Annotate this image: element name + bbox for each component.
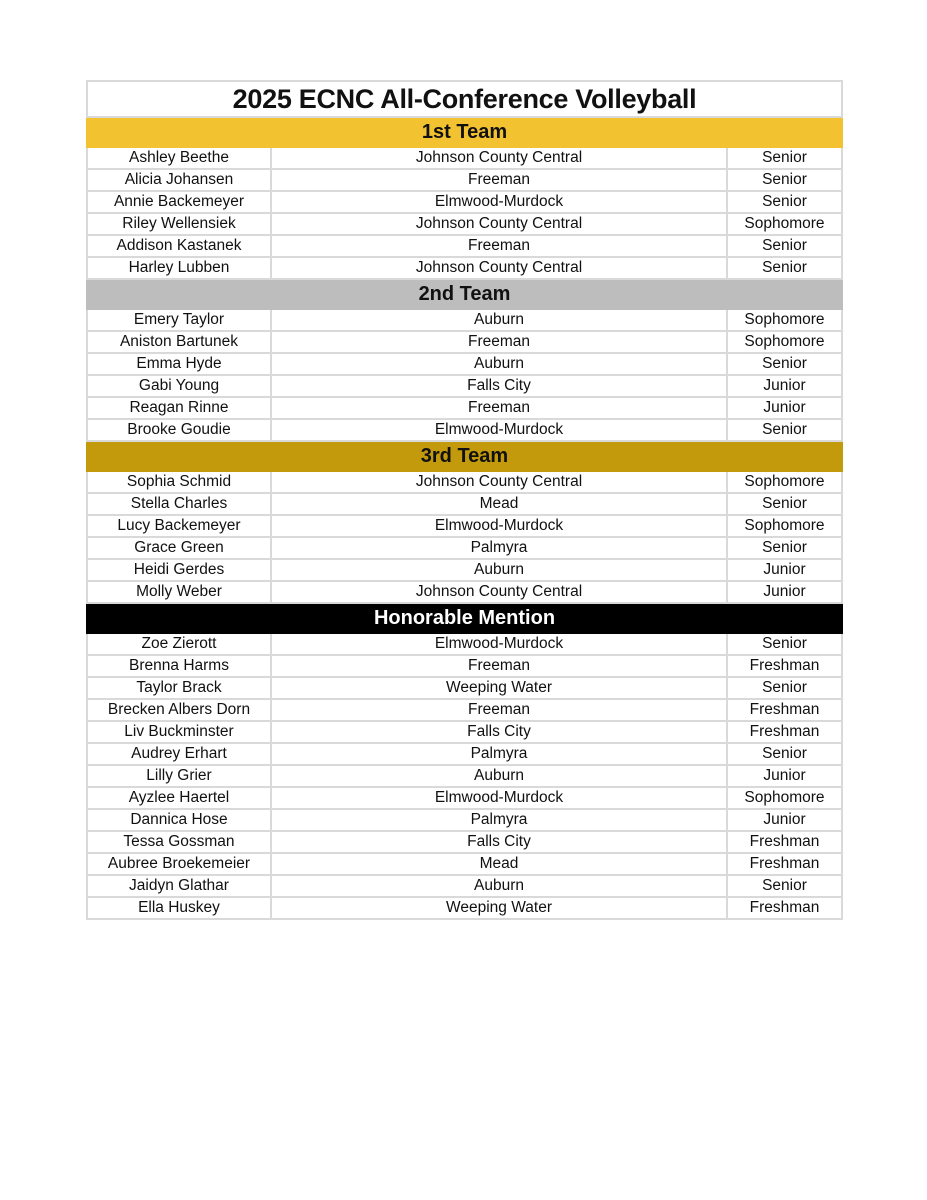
player-name-cell: Brooke Goudie — [87, 419, 271, 441]
table-row — [87, 537, 842, 559]
all-conference-table — [86, 80, 843, 920]
class-year-cell: Sophomore — [727, 787, 842, 809]
player-name-cell: Ashley Beethe — [87, 147, 271, 169]
table-row — [87, 743, 842, 765]
class-year-cell: Senior — [727, 147, 842, 169]
class-year-cell: Freshman — [727, 655, 842, 677]
player-name-cell: Riley Wellensiek — [87, 213, 271, 235]
player-name-cell: Zoe Zierott — [87, 633, 271, 655]
class-year-cell: Senior — [727, 257, 842, 279]
title-row — [87, 81, 842, 117]
school-cell: Freeman — [271, 169, 727, 191]
school-cell: Elmwood-Murdock — [271, 419, 727, 441]
class-year-cell: Senior — [727, 743, 842, 765]
school-cell: Elmwood-Murdock — [271, 515, 727, 537]
school-cell: Palmyra — [271, 537, 727, 559]
class-year-cell: Junior — [727, 397, 842, 419]
table-row — [87, 397, 842, 419]
school-cell: Falls City — [271, 831, 727, 853]
player-name-cell: Aubree Broekemeier — [87, 853, 271, 875]
section-header: 3rd Team — [87, 441, 842, 471]
class-year-cell: Junior — [727, 765, 842, 787]
class-year-cell: Junior — [727, 559, 842, 581]
player-name-cell: Sophia Schmid — [87, 471, 271, 493]
table-row — [87, 515, 842, 537]
class-year-cell: Senior — [727, 235, 842, 257]
table-row — [87, 493, 842, 515]
class-year-cell: Senior — [727, 633, 842, 655]
class-year-cell: Freshman — [727, 699, 842, 721]
player-name-cell: Annie Backemeyer — [87, 191, 271, 213]
player-name-cell: Aniston Bartunek — [87, 331, 271, 353]
school-cell: Elmwood-Murdock — [271, 787, 727, 809]
class-year-cell: Senior — [727, 191, 842, 213]
class-year-cell: Senior — [727, 493, 842, 515]
table-row — [87, 787, 842, 809]
player-name-cell: Alicia Johansen — [87, 169, 271, 191]
school-cell: Freeman — [271, 699, 727, 721]
section-header: Honorable Mention — [87, 603, 842, 633]
player-name-cell: Emma Hyde — [87, 353, 271, 375]
table-row — [87, 559, 842, 581]
school-cell: Mead — [271, 493, 727, 515]
player-name-cell: Stella Charles — [87, 493, 271, 515]
player-name-cell: Ayzlee Haertel — [87, 787, 271, 809]
class-year-cell: Sophomore — [727, 331, 842, 353]
table-row — [87, 375, 842, 397]
class-year-cell: Junior — [727, 375, 842, 397]
section-header-row — [87, 279, 842, 309]
class-year-cell: Freshman — [727, 721, 842, 743]
school-cell: Johnson County Central — [271, 581, 727, 603]
section-header-row — [87, 441, 842, 471]
school-cell: Mead — [271, 853, 727, 875]
school-cell: Johnson County Central — [271, 471, 727, 493]
school-cell: Weeping Water — [271, 897, 727, 919]
table-row — [87, 699, 842, 721]
school-cell: Palmyra — [271, 743, 727, 765]
page-title: 2025 ECNC All-Conference Volleyball — [87, 81, 842, 117]
player-name-cell: Lilly Grier — [87, 765, 271, 787]
player-name-cell: Brenna Harms — [87, 655, 271, 677]
school-cell: Johnson County Central — [271, 147, 727, 169]
player-name-cell: Addison Kastanek — [87, 235, 271, 257]
player-name-cell: Gabi Young — [87, 375, 271, 397]
player-name-cell: Taylor Brack — [87, 677, 271, 699]
table-row — [87, 721, 842, 743]
table-row — [87, 419, 842, 441]
school-cell: Johnson County Central — [271, 257, 727, 279]
table-body — [87, 81, 842, 919]
school-cell: Elmwood-Murdock — [271, 191, 727, 213]
table-row — [87, 235, 842, 257]
school-cell: Freeman — [271, 235, 727, 257]
section-header-row — [87, 117, 842, 147]
school-cell: Palmyra — [271, 809, 727, 831]
school-cell: Johnson County Central — [271, 213, 727, 235]
table-row — [87, 853, 842, 875]
player-name-cell: Emery Taylor — [87, 309, 271, 331]
player-name-cell: Audrey Erhart — [87, 743, 271, 765]
class-year-cell: Sophomore — [727, 515, 842, 537]
class-year-cell: Senior — [727, 353, 842, 375]
section-header-row — [87, 603, 842, 633]
player-name-cell: Grace Green — [87, 537, 271, 559]
class-year-cell: Senior — [727, 537, 842, 559]
table-row — [87, 897, 842, 919]
class-year-cell: Freshman — [727, 831, 842, 853]
player-name-cell: Molly Weber — [87, 581, 271, 603]
class-year-cell: Junior — [727, 809, 842, 831]
table-row — [87, 169, 842, 191]
table-row — [87, 809, 842, 831]
player-name-cell: Liv Buckminster — [87, 721, 271, 743]
school-cell: Auburn — [271, 353, 727, 375]
table-row — [87, 831, 842, 853]
school-cell: Auburn — [271, 309, 727, 331]
table-row — [87, 655, 842, 677]
class-year-cell: Senior — [727, 169, 842, 191]
player-name-cell: Ella Huskey — [87, 897, 271, 919]
player-name-cell: Brecken Albers Dorn — [87, 699, 271, 721]
class-year-cell: Freshman — [727, 897, 842, 919]
table-row — [87, 309, 842, 331]
class-year-cell: Senior — [727, 677, 842, 699]
class-year-cell: Sophomore — [727, 213, 842, 235]
table-row — [87, 875, 842, 897]
player-name-cell: Dannica Hose — [87, 809, 271, 831]
class-year-cell: Senior — [727, 875, 842, 897]
school-cell: Freeman — [271, 655, 727, 677]
player-name-cell: Reagan Rinne — [87, 397, 271, 419]
school-cell: Elmwood-Murdock — [271, 633, 727, 655]
class-year-cell: Sophomore — [727, 309, 842, 331]
table-row — [87, 257, 842, 279]
class-year-cell: Sophomore — [727, 471, 842, 493]
school-cell: Falls City — [271, 721, 727, 743]
table-row — [87, 353, 842, 375]
player-name-cell: Lucy Backemeyer — [87, 515, 271, 537]
table-row — [87, 331, 842, 353]
player-name-cell: Jaidyn Glathar — [87, 875, 271, 897]
school-cell: Freeman — [271, 397, 727, 419]
school-cell: Falls City — [271, 375, 727, 397]
table-row — [87, 471, 842, 493]
class-year-cell: Freshman — [727, 853, 842, 875]
table-row — [87, 191, 842, 213]
table-row — [87, 677, 842, 699]
section-header: 1st Team — [87, 117, 842, 147]
school-cell: Auburn — [271, 875, 727, 897]
table-row — [87, 633, 842, 655]
table-row — [87, 581, 842, 603]
class-year-cell: Junior — [727, 581, 842, 603]
class-year-cell: Senior — [727, 419, 842, 441]
player-name-cell: Harley Lubben — [87, 257, 271, 279]
player-name-cell: Heidi Gerdes — [87, 559, 271, 581]
school-cell: Freeman — [271, 331, 727, 353]
player-name-cell: Tessa Gossman — [87, 831, 271, 853]
table-row — [87, 213, 842, 235]
school-cell: Auburn — [271, 765, 727, 787]
school-cell: Auburn — [271, 559, 727, 581]
section-header: 2nd Team — [87, 279, 842, 309]
table-row — [87, 147, 842, 169]
table-row — [87, 765, 842, 787]
school-cell: Weeping Water — [271, 677, 727, 699]
